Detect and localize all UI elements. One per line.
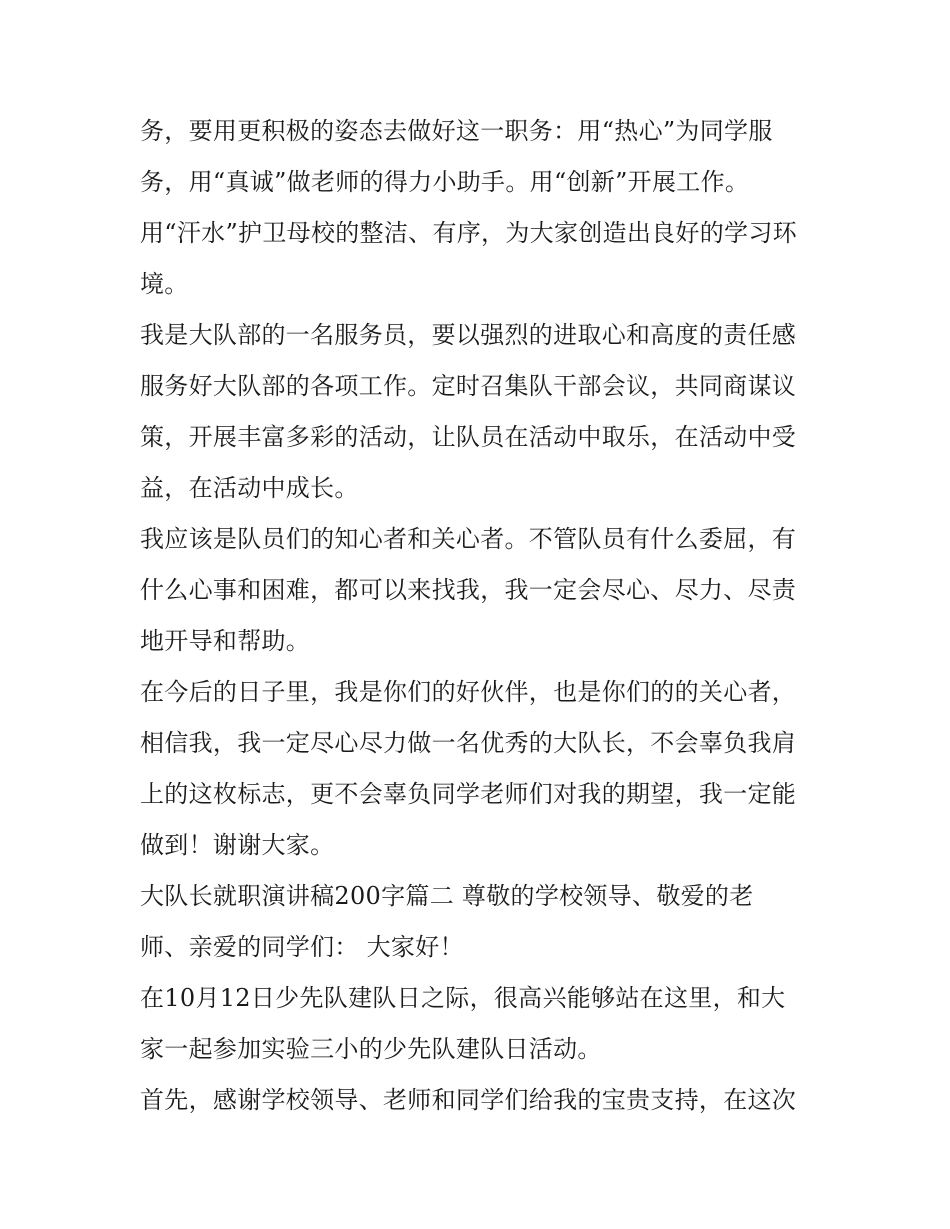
text-line: 务，要用更积极的姿态去做好这一职务：用“热心”为同学服 bbox=[140, 117, 773, 145]
section-heading-line: 大队长就职演讲稿200字篇二 尊敬的学校领导、敬爱的老 bbox=[140, 882, 754, 910]
text-line: 家一起参加实验三小的少先队建队日活动。 bbox=[140, 1035, 602, 1063]
text-line: 什么心事和困难，都可以来找我，我一定会尽心、尽力、尽责 bbox=[140, 576, 797, 604]
document-body bbox=[140, 109, 820, 1129]
text-line: 策，开展丰富多彩的活动，让队员在活动中取乐，在活动中受 bbox=[140, 423, 797, 451]
text-line: 在10月12日少先队建队日之际，很高兴能够站在这里，和大 bbox=[140, 984, 786, 1012]
text-line: 用“汗水”护卫母校的整洁、有序，为大家创造出良好的学习环 bbox=[140, 219, 797, 247]
text-line: 上的这枚标志，更不会辜负同学老师们对我的期望，我一定能 bbox=[140, 780, 797, 808]
text-line: 首先，感谢学校领导、老师和同学们给我的宝贵支持，在这次 bbox=[140, 1086, 797, 1114]
text-line: 师、亲爱的同学们： 大家好！ bbox=[140, 933, 464, 961]
text-line: 在今后的日子里，我是你们的好伙伴，也是你们的的关心者， bbox=[140, 678, 797, 706]
text-line: 相信我，我一定尽心尽力做一名优秀的大队长，不会辜负我肩 bbox=[140, 729, 797, 757]
text-line: 我是大队部的一名服务员，要以强烈的进取心和高度的责任感 bbox=[140, 321, 797, 349]
text-line: 地开导和帮助。 bbox=[140, 627, 311, 655]
text-line: 境。 bbox=[140, 270, 189, 298]
text-line: 益，在活动中成长。 bbox=[140, 474, 359, 502]
text-line: 做到！谢谢大家。 bbox=[140, 831, 335, 859]
text-line: 我应该是队员们的知心者和关心者。不管队员有什么委屈，有 bbox=[140, 525, 797, 553]
text-line: 务，用“真诚”做老师的得力小助手。用“创新”开展工作。 bbox=[140, 168, 750, 196]
text-line: 服务好大队部的各项工作。定时召集队干部会议，共同商谋议 bbox=[140, 372, 797, 400]
